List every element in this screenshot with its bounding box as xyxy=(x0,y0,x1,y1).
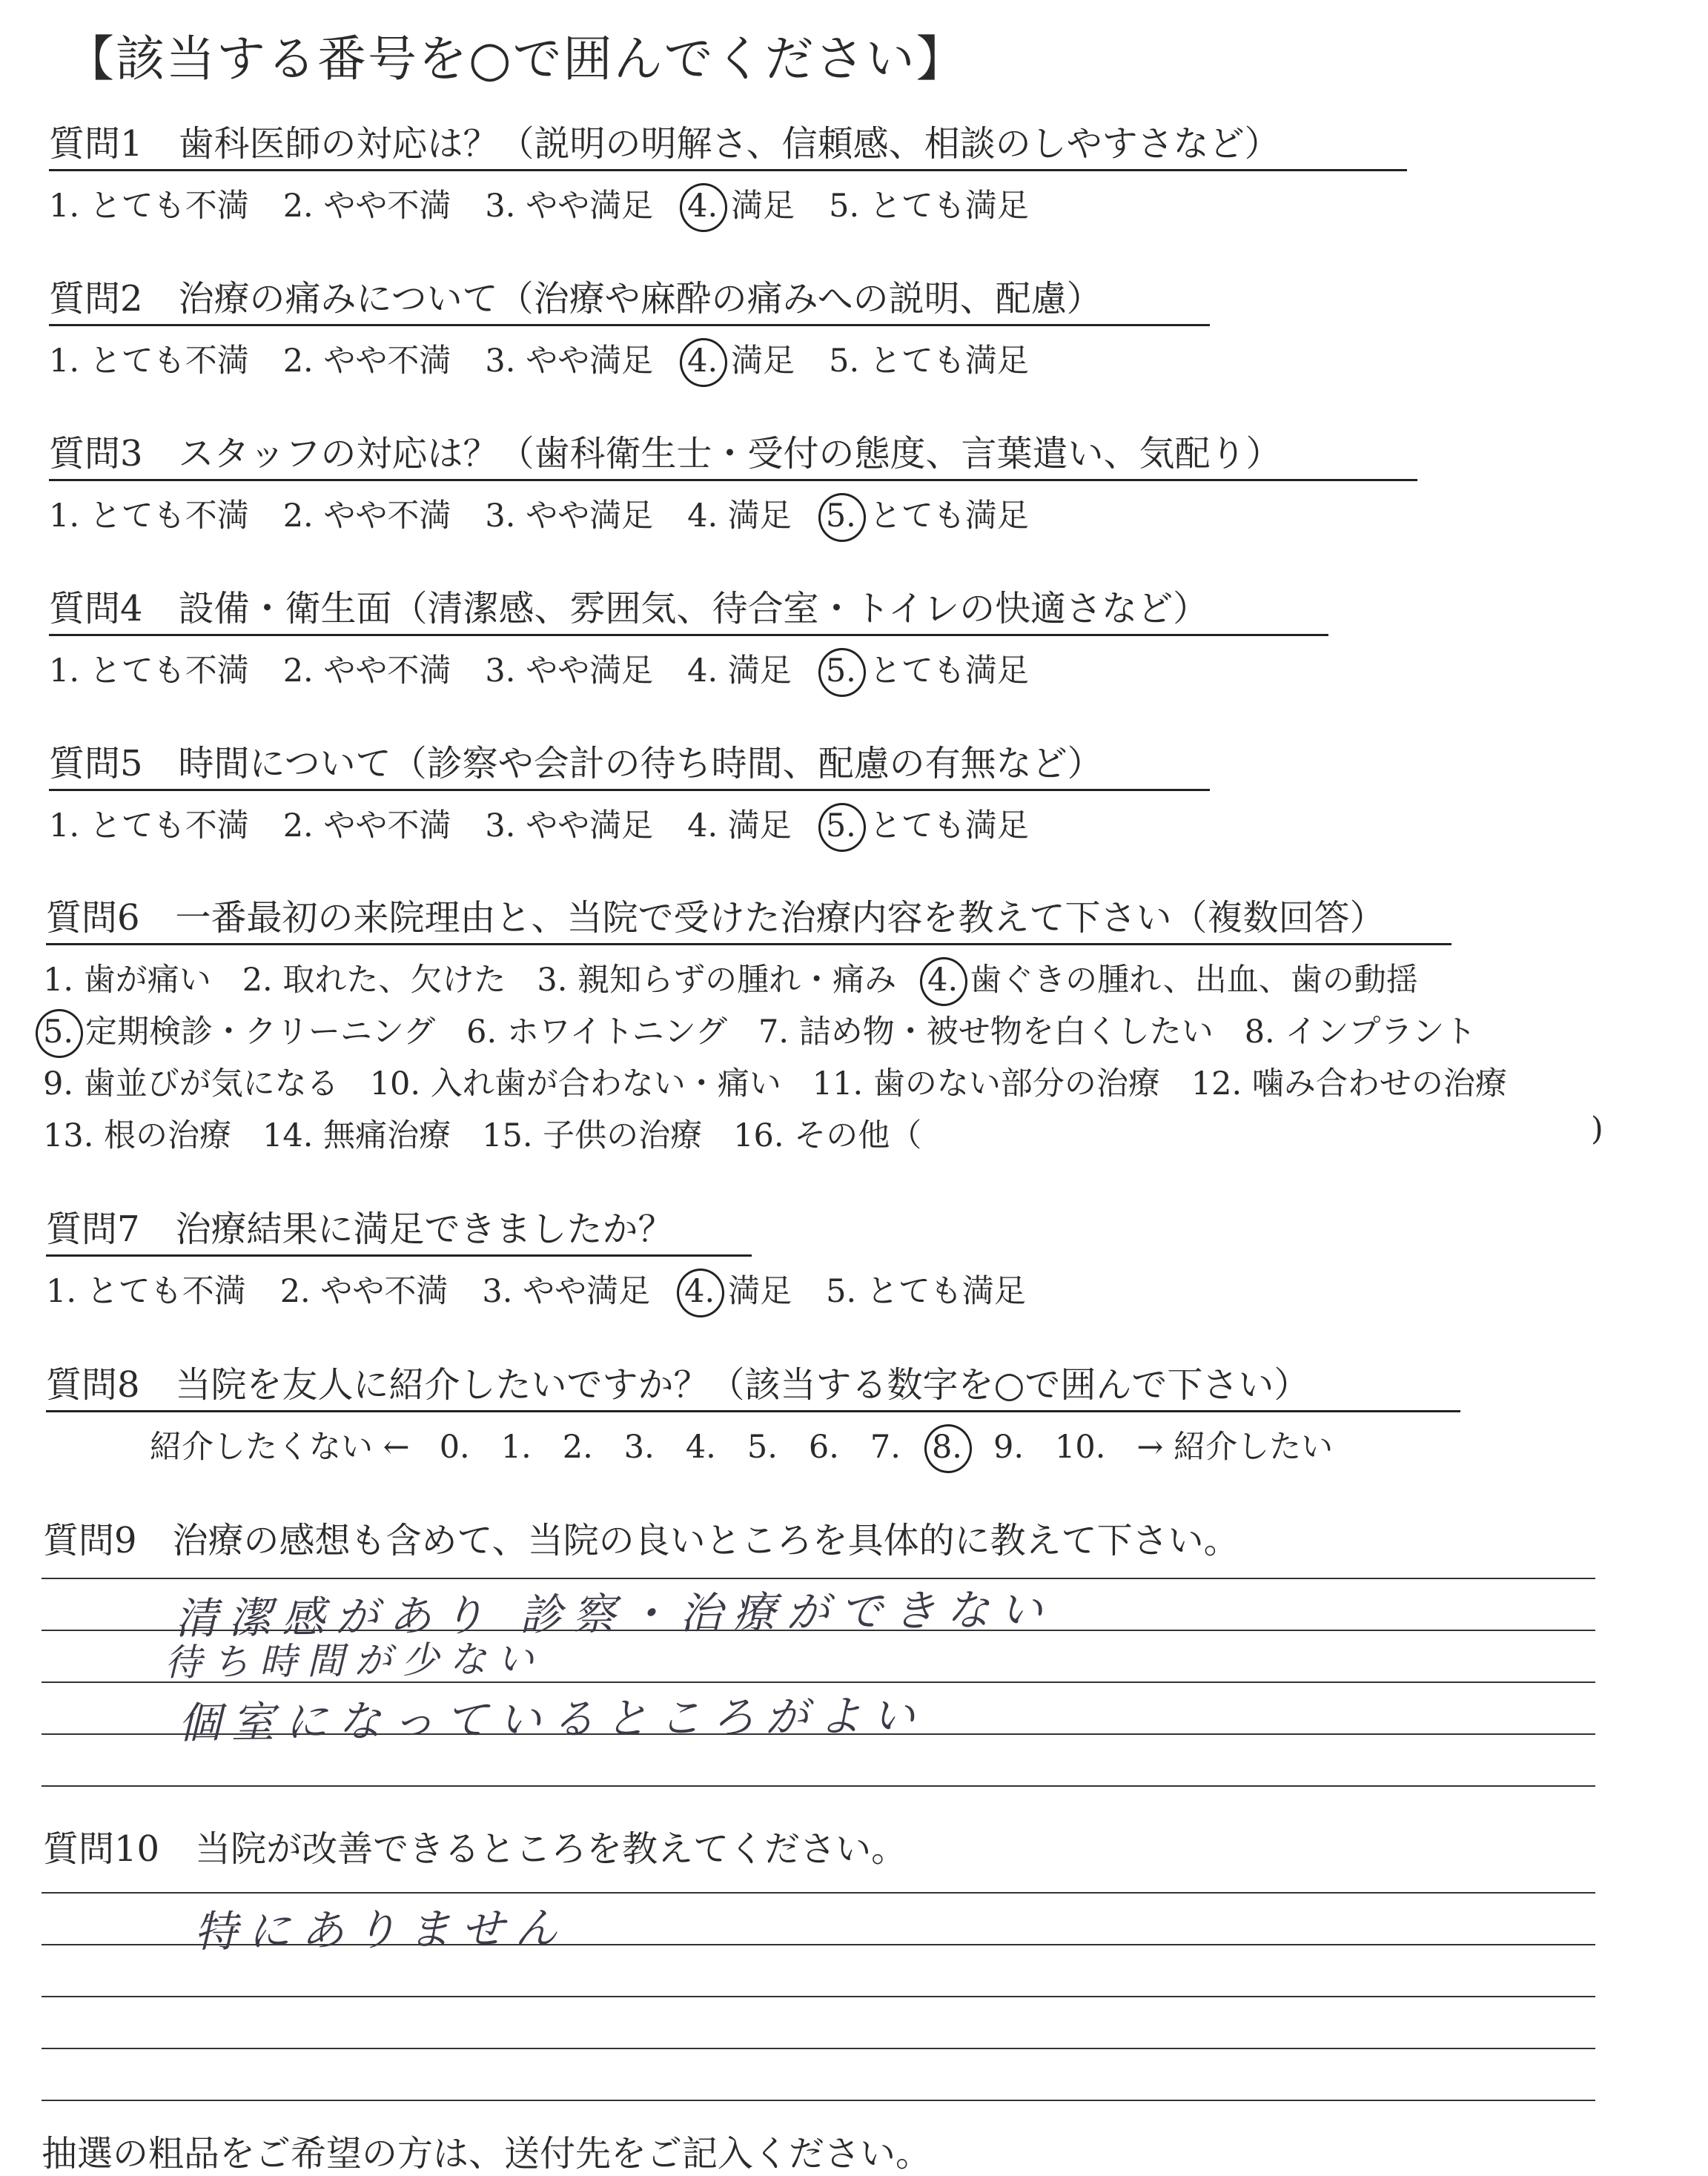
question-3-options xyxy=(49,491,1063,536)
handwritten-answer: 個室になっているところがよい xyxy=(177,1690,926,1749)
option[interactable]: 6. ホワイトニング xyxy=(466,1013,727,1051)
scale-option[interactable]: 9. xyxy=(993,1429,1025,1466)
option[interactable]: 15. 子供の治療 xyxy=(482,1117,703,1154)
other-close-paren: ) xyxy=(1591,1111,1603,1148)
option[interactable]: 歯ぐきの腫れ、出血、歯の動揺 xyxy=(970,962,1418,999)
option[interactable]: 3. やや満足 xyxy=(482,1273,651,1310)
handwritten-answer: 清潔感があり 診察・治療ができない xyxy=(174,1584,1053,1644)
option[interactable]: 2. やや不満 xyxy=(282,343,451,380)
option[interactable]: 2. やや不満 xyxy=(282,652,451,689)
option[interactable]: 1. とても不満 xyxy=(46,1273,246,1310)
option[interactable]: 1. とても不満 xyxy=(49,807,249,844)
underline xyxy=(49,479,1417,481)
option-selected[interactable]: 5. xyxy=(825,807,856,844)
question-5-options xyxy=(49,801,1063,846)
scale-option[interactable]: 6. xyxy=(808,1429,839,1466)
option[interactable]: 5. とても満足 xyxy=(826,1273,1026,1310)
option[interactable]: 10. 入れ歯が合わない・痛い xyxy=(369,1065,781,1102)
option[interactable]: 3. やや満足 xyxy=(485,343,654,380)
option[interactable]: 4. 満足 xyxy=(687,807,792,844)
scale-option[interactable]: 1. xyxy=(500,1429,532,1466)
option[interactable]: 2. やや不満 xyxy=(279,1273,448,1310)
option[interactable]: 3. 親知らずの腫れ・痛み xyxy=(537,962,897,999)
option[interactable]: 1. とても不満 xyxy=(49,497,249,535)
scale-option[interactable]: 10. xyxy=(1055,1429,1106,1466)
question-7-options xyxy=(46,1266,1060,1312)
option-selected[interactable]: 4. xyxy=(684,1273,715,1310)
option[interactable]: 満足 xyxy=(728,1273,792,1310)
option-selected[interactable]: 4. xyxy=(687,343,718,380)
option[interactable]: 8. インプラント xyxy=(1244,1013,1477,1051)
option[interactable]: 1. とても不満 xyxy=(49,652,249,689)
scale-option[interactable]: 7. xyxy=(870,1429,901,1466)
handwritten-answer: 特にありません xyxy=(193,1902,569,1957)
writing-line xyxy=(42,1785,1595,1787)
underline xyxy=(46,1254,752,1257)
question-9-title: 質問9 治療の感想も含めて、当院の良いところを具体的に教えて下さい。 xyxy=(43,1520,1239,1561)
option[interactable]: 14. 無痛治療 xyxy=(262,1117,451,1154)
option-selected[interactable]: 5. xyxy=(825,652,856,689)
question-8-title: 質問8 当院を友人に紹介したいですか？（該当する数字を○で囲んで下さい） xyxy=(46,1364,1310,1406)
option[interactable]: 11. 歯のない部分の治療 xyxy=(812,1065,1160,1102)
option[interactable]: 9. 歯並びが気になる xyxy=(43,1065,339,1102)
option[interactable]: 4. 満足 xyxy=(687,652,792,689)
option[interactable]: 満足 xyxy=(731,188,795,225)
option[interactable]: 3. やや満足 xyxy=(485,188,654,225)
writing-line xyxy=(42,2100,1595,2101)
question-5-title: 質問5 時間について（診察や会計の待ち時間、配慮の有無など） xyxy=(49,743,1103,784)
writing-line xyxy=(42,1892,1595,1894)
question-6-row-3 xyxy=(43,1059,1541,1104)
scale-option-selected[interactable]: 8. xyxy=(931,1429,962,1466)
option[interactable]: 2. やや不満 xyxy=(282,188,451,225)
question-6-row-1 xyxy=(43,955,1452,1000)
option[interactable]: とても満足 xyxy=(869,497,1029,535)
handwritten-answer: 待ち時間が少ない xyxy=(164,1637,545,1684)
option-selected[interactable]: 5. xyxy=(43,1013,74,1051)
option[interactable]: 5. とても満足 xyxy=(829,343,1029,380)
option[interactable]: 3. やや満足 xyxy=(485,807,654,844)
option[interactable]: 4. 満足 xyxy=(687,497,792,535)
question-8-scale xyxy=(150,1422,1367,1467)
option[interactable]: 満足 xyxy=(731,343,795,380)
option[interactable]: 13. 根の治療 xyxy=(43,1117,232,1154)
question-2-title: 質問2 治療の痛みについて（治療や麻酔の痛みへの説明、配慮） xyxy=(49,278,1102,320)
option[interactable]: 1. とても不満 xyxy=(49,188,249,225)
scale-option[interactable]: 5. xyxy=(747,1429,778,1466)
option[interactable]: とても満足 xyxy=(869,807,1029,844)
scale-right-label: → 紹介したい xyxy=(1136,1429,1334,1466)
underline xyxy=(49,789,1210,791)
question-6-title: 質問6 一番最初の来院理由と、当院で受けた治療内容を教えて下さい（複数回答） xyxy=(46,897,1386,939)
writing-line xyxy=(42,1996,1595,1997)
option[interactable]: とても満足 xyxy=(869,652,1029,689)
scale-option[interactable]: 3. xyxy=(623,1429,655,1466)
writing-line xyxy=(42,2048,1595,2049)
option[interactable]: 定期検診・クリーニング xyxy=(85,1013,436,1051)
option[interactable]: 1. とても不満 xyxy=(49,343,249,380)
option[interactable]: 1. 歯が痛い xyxy=(43,962,211,999)
option-other[interactable]: 16. その他（ xyxy=(733,1117,922,1154)
option-selected[interactable]: 4. xyxy=(927,962,959,999)
underline xyxy=(49,634,1328,636)
question-3-title: 質問3 スタッフの対応は？（歯科衛生士・受付の態度、言葉遣い、気配り） xyxy=(49,433,1282,474)
question-4-title: 質問4 設備・衛生面（清潔感、雰囲気、待合室・トイレの快適さなど） xyxy=(49,588,1209,629)
scale-left-label: 紹介したくない ← xyxy=(150,1429,410,1466)
form-header: 【該当する番号を○で囲んでください】 xyxy=(65,30,967,87)
question-1-options xyxy=(49,181,1063,226)
question-7-title: 質問7 治療結果に満足できましたか？ xyxy=(46,1208,674,1250)
option[interactable]: 5. とても満足 xyxy=(829,188,1029,225)
question-4-options xyxy=(49,646,1063,691)
footer-note: 抽選の粗品をご希望の方は、送付先をご記入ください。 xyxy=(42,2133,932,2175)
option[interactable]: 3. やや満足 xyxy=(485,652,654,689)
question-2-options xyxy=(49,336,1063,381)
underline xyxy=(49,324,1210,326)
scale-option[interactable]: 0. xyxy=(439,1429,470,1466)
option[interactable]: 2. やや不満 xyxy=(282,807,451,844)
underline xyxy=(46,1410,1460,1412)
option[interactable]: 3. やや満足 xyxy=(485,497,654,535)
option[interactable]: 2. 取れた、欠けた xyxy=(242,962,506,999)
option-selected[interactable]: 5. xyxy=(825,497,856,535)
option[interactable]: 2. やや不満 xyxy=(282,497,451,535)
question-6-row-2 xyxy=(43,1007,1510,1052)
question-1-title: 質問1 歯科医師の対応は？（説明の明解さ、信頼感、相談のしやすさなど） xyxy=(49,123,1280,165)
underline xyxy=(46,943,1452,945)
underline xyxy=(49,169,1407,171)
scale-option[interactable]: 4. xyxy=(685,1429,716,1466)
option-selected[interactable]: 4. xyxy=(687,188,718,225)
option[interactable]: 12. 噛み合わせの治療 xyxy=(1191,1065,1507,1102)
question-10-title: 質問10 当院が改善できるところを教えてください。 xyxy=(43,1828,907,1870)
scale-option[interactable]: 2. xyxy=(562,1429,593,1466)
option[interactable]: 7. 詰め物・被せ物を白くしたい xyxy=(758,1013,1214,1051)
question-6-row-4 xyxy=(43,1111,1615,1156)
